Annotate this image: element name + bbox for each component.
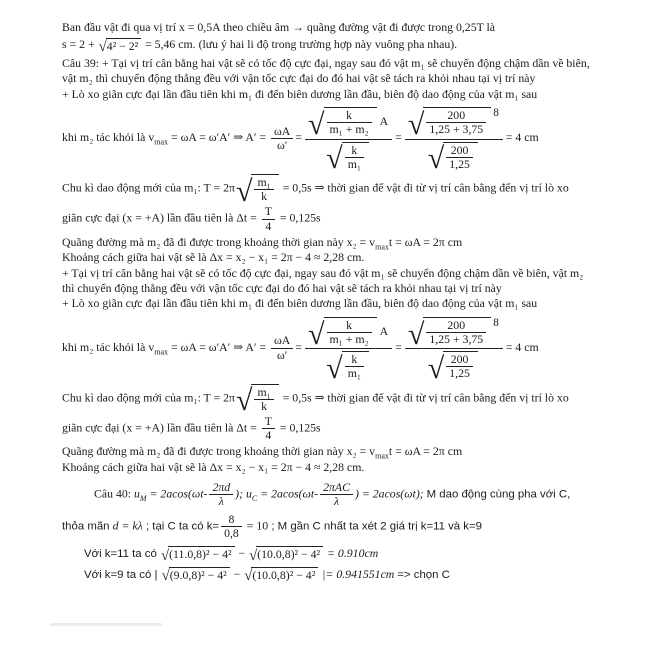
equals-sign: =: [395, 339, 402, 354]
formula-text: = 0.910cm: [324, 546, 379, 561]
formula-k11: [62, 546, 596, 563]
denominator: 1,25: [449, 156, 470, 171]
denominator: m₁: [347, 156, 361, 171]
paragraph-text: ; M gần C nhất ta xét 2 giá trị k=11 và k=9: [268, 520, 482, 533]
denominator: [323, 140, 374, 176]
fraction: [221, 513, 242, 540]
formula-vmax: [62, 106, 596, 176]
paragraph-tai-vitri: + Tại vị trí cân bằng hai vật sẽ có tốc độ cực đại, ngay sau đó vật m₁ sẽ chuyển động chậm dần về biên, vật m₂ thì chuyển động thẳng đều với vận tốc cực đại do đó hai vật sẽ tách ra khỏi nhau tại vị trí này: [62, 265, 584, 295]
denominator: k: [261, 189, 268, 204]
answer-text: => chọn C: [397, 568, 450, 581]
radical-sign-icon: √: [249, 547, 258, 564]
numerator: k: [345, 353, 364, 367]
numerator: 8: [221, 513, 242, 527]
radical-sign-icon: √: [427, 141, 445, 176]
radical-sign-icon: √: [427, 350, 445, 385]
radical-sign-icon: √: [98, 38, 107, 55]
denominator: 4: [265, 428, 272, 443]
radical: [307, 316, 377, 351]
fraction: [446, 353, 473, 380]
denominator: 4: [265, 218, 272, 233]
radical: [235, 173, 279, 208]
radical-content: [443, 142, 478, 171]
formula-text: = 0,125s: [276, 420, 321, 435]
numerator: ωA: [271, 334, 293, 348]
minus-sign: −: [235, 546, 249, 561]
radical: [326, 350, 369, 385]
fraction: [345, 353, 364, 380]
formula-text: Chu kì dao động mới của m₁: T = 2π: [62, 390, 235, 404]
formula-text: = 2acos(ωt-: [257, 486, 319, 501]
numerator: [405, 316, 503, 349]
radical-content: [324, 317, 377, 346]
paragraph-loxo: + Lò xo giãn cực đại lần đầu tiên khi m₁ đi đến biên dương lần đầu, biên độ dao động của vật m₁ sau: [62, 86, 538, 101]
numerator: k: [327, 109, 372, 123]
formula-chuki: [62, 173, 596, 208]
formula-text: = 0,125s: [276, 210, 321, 225]
radical: [162, 567, 230, 583]
formula-text: giãn cực đại (x = +A) lần đầu tiên là Δt =: [62, 210, 260, 225]
formula-text: = ωA = ω′A′ ⇒ A′ =: [168, 339, 270, 354]
formula-vmax: [62, 316, 596, 385]
radical-content: [423, 317, 491, 346]
subscript: max: [154, 347, 169, 357]
radical-content: (10.0,8)² − 4²: [256, 546, 323, 562]
subscript: C: [251, 493, 258, 503]
numerator: 2πd: [209, 481, 233, 495]
fraction: [327, 109, 372, 136]
radical-content: [443, 351, 478, 380]
denominator: m₁ + m₂: [329, 331, 369, 346]
denominator: [323, 349, 374, 385]
subscript: max: [154, 137, 169, 147]
radical: [407, 106, 491, 141]
formula-text: = 4 cm: [505, 130, 539, 145]
formula-gian: [62, 415, 596, 442]
paragraph-text: M dao động cùng pha với C,: [426, 488, 571, 501]
radical-sign-icon: √: [160, 547, 170, 564]
radical: [427, 350, 478, 385]
numerator: m₁: [254, 176, 273, 190]
formula-text: = 2acos(ωt-: [146, 486, 208, 501]
subscript: max: [375, 451, 389, 461]
paragraph-text: Với k=9 ta có |: [84, 568, 161, 581]
radical-sign-icon: √: [307, 316, 325, 351]
formula-text: = 0,5s ⇒ thời gian để vật đi từ vị trí cân bằng đến vị trí lò xo: [279, 180, 569, 195]
denominator: m₁: [347, 366, 361, 381]
denominator: 1,25: [449, 366, 470, 381]
formula-text: = 4 cm: [505, 339, 539, 354]
denominator: k: [261, 398, 268, 413]
formula-text: Quãng đường mà m₂ đã đi được trong khoảng thời gian này x₂ = v: [62, 234, 376, 249]
radical-content: (11.0,8)² − 4²: [168, 546, 234, 562]
radical-sign-icon: √: [161, 568, 170, 585]
numerator: 200: [446, 144, 473, 158]
fraction: [320, 481, 353, 508]
formula-text: A: [379, 114, 389, 129]
fraction: [405, 316, 503, 385]
radical: [235, 383, 279, 418]
radical: [407, 316, 491, 351]
equals-sign: =: [295, 130, 302, 145]
radical-sign-icon: √: [235, 383, 253, 418]
denominator: ω′: [277, 138, 288, 153]
denominator: λ: [218, 494, 224, 509]
denominator: 1,25 + 3,75: [429, 122, 484, 137]
formula-thoaman: [62, 513, 596, 540]
formula-text: 8: [493, 316, 499, 329]
paragraph-quang: [62, 444, 596, 459]
formula-text: khi m₂ tác khỏi là v: [62, 339, 155, 354]
formula-text: = 10: [243, 518, 269, 533]
fraction: [446, 144, 473, 171]
radical-content: (9.0,8)² − 4²: [169, 567, 230, 583]
radical: [161, 546, 235, 562]
fraction: [271, 125, 293, 152]
numerator: ωA: [271, 125, 293, 139]
radical-content: [251, 174, 278, 203]
denominator: λ: [333, 494, 340, 509]
formula-gian: [62, 205, 596, 232]
paragraph-khoang: Khoảng cách giữa hai vật sẽ là Δx = x₂ − x₁ = 2π − 4 ≈ 2,28 cm.: [62, 459, 365, 474]
formula-text: = ωA = ω′A′ ⇒ A′ =: [168, 130, 270, 145]
fraction: [262, 415, 275, 442]
formula-text: = 5,46 cm. (lưu ý hai li độ trong trường hợp này vuông pha nhau).: [142, 37, 458, 52]
radical-content: [423, 107, 491, 136]
fraction: [262, 205, 275, 232]
formula-text: ); u: [235, 486, 252, 501]
numerator: T: [262, 205, 275, 219]
fraction: [305, 316, 392, 385]
numerator: [305, 316, 392, 349]
fraction: [426, 319, 486, 346]
numerator: [305, 106, 392, 139]
formula-chuki: [62, 383, 596, 418]
paragraph-loxo: + Lò xo giãn cực đại lần đầu tiên khi m₁ đi đến biên dương lần đầu, biên độ dao động của vật m₁ sau: [62, 296, 538, 311]
numerator: 200: [426, 109, 486, 123]
radical-content: [342, 351, 369, 380]
radical-content: [342, 142, 369, 171]
fraction: [327, 319, 372, 346]
equals-sign: =: [295, 339, 302, 354]
formula-text: 8: [493, 107, 499, 120]
radical-content: (10.0,8)² − 4²: [251, 567, 318, 583]
radical-sign-icon: √: [235, 173, 253, 208]
radical: [307, 106, 377, 141]
paragraph-khoang: Khoảng cách giữa hai vật sẽ là Δx = x₂ − x₁ = 2π − 4 ≈ 2,28 cm.: [62, 250, 365, 265]
paragraph-text: thỏa mãn: [62, 520, 113, 533]
formula-text: Quãng đường mà m₂ đã đi được trong khoảng thời gian này x₂ = v: [62, 444, 376, 459]
subscript: M: [139, 493, 147, 503]
radical: [427, 141, 478, 176]
formula-text: u: [133, 486, 140, 501]
formula-text: khi m₂ tác khỏi là v: [62, 130, 155, 145]
scan-artifact: [50, 623, 162, 626]
fraction: [209, 481, 233, 508]
fraction: [405, 106, 503, 176]
denominator: 0,8: [224, 525, 239, 540]
denominator: m₁ + m₂: [329, 122, 369, 137]
formula-text: s = 2 +: [62, 37, 98, 52]
paragraph-cau39: Câu 39: + Tại vị trí cân bằng hai vật sẽ có tốc độ cực đại, ngay sau đó vật m₁ sẽ chuyển động chậm dần về biên, vật m₂ thì chuyển động thẳng đều với vận tốc cực đại do đó hai vật sẽ tách ra khỏi nhau tại vị trí này: [62, 55, 590, 86]
fraction: [345, 144, 364, 171]
formula-text: = 0,5s ⇒ thời gian để vật đi từ vị trí cân bằng đến vị trí lò xo: [279, 390, 569, 404]
fraction: [254, 176, 273, 203]
formula-k9: [62, 567, 596, 584]
numerator: k: [345, 144, 364, 158]
minus-sign: −: [230, 566, 244, 581]
radical-sign-icon: √: [326, 141, 343, 176]
formula-text: |= 0.941551cm: [319, 566, 398, 581]
denominator: [425, 349, 483, 385]
radical: [249, 546, 323, 562]
radical-content: [324, 107, 377, 136]
paragraph-quang: [62, 235, 596, 250]
formula-text: Chu kì dao động mới của m₁: T = 2π: [62, 180, 235, 195]
formula-cau40: [62, 481, 596, 508]
paragraph-intro: Ban đầu vật đi qua vị trí x = 0,5A theo chiều âm → quãng đường vật đi được trong 0,25T là: [62, 20, 496, 34]
formula-text: A: [379, 324, 389, 338]
numerator: T: [262, 415, 275, 429]
fraction: [426, 109, 486, 136]
radical-sign-icon: √: [407, 106, 425, 141]
numerator: k: [327, 319, 372, 333]
fraction: [305, 106, 392, 176]
radical-sign-icon: √: [326, 350, 343, 385]
numerator: [405, 106, 503, 139]
radical-sign-icon: √: [307, 106, 325, 141]
paragraph-text: Với k=11 ta có: [84, 548, 160, 561]
formula-text: t = ωA = 2π cm: [388, 444, 463, 459]
formula-text: giãn cực đại (x = +A) lần đầu tiên là Δt =: [62, 420, 260, 435]
question-label: Câu 40:: [94, 486, 134, 501]
denominator: [425, 140, 483, 176]
radical-sign-icon: √: [407, 316, 425, 351]
formula-text: d = kλ: [112, 518, 143, 533]
paragraph-text: ; tại C ta có k=: [142, 520, 220, 533]
radical: [326, 141, 369, 176]
radical-content: [251, 384, 278, 413]
fraction: [254, 386, 273, 413]
subscript: max: [375, 242, 389, 252]
radical-sign-icon: √: [244, 568, 253, 585]
formula-text: t = ωA = 2π cm: [388, 234, 463, 249]
numerator: 200: [426, 319, 486, 333]
radical-content: 4² − 2²: [106, 38, 141, 54]
fraction: [271, 334, 293, 361]
radical: [244, 567, 318, 583]
formula-s: [62, 37, 596, 54]
radical: [99, 38, 142, 54]
equals-sign: =: [395, 130, 402, 145]
denominator: ω′: [277, 347, 288, 362]
numerator: 2πAC: [320, 481, 353, 495]
numerator: 200: [446, 353, 473, 367]
formula-text: ) = 2acos(ωt);: [354, 486, 427, 501]
numerator: m₁: [254, 386, 273, 400]
denominator: 1,25 + 3,75: [429, 331, 484, 346]
